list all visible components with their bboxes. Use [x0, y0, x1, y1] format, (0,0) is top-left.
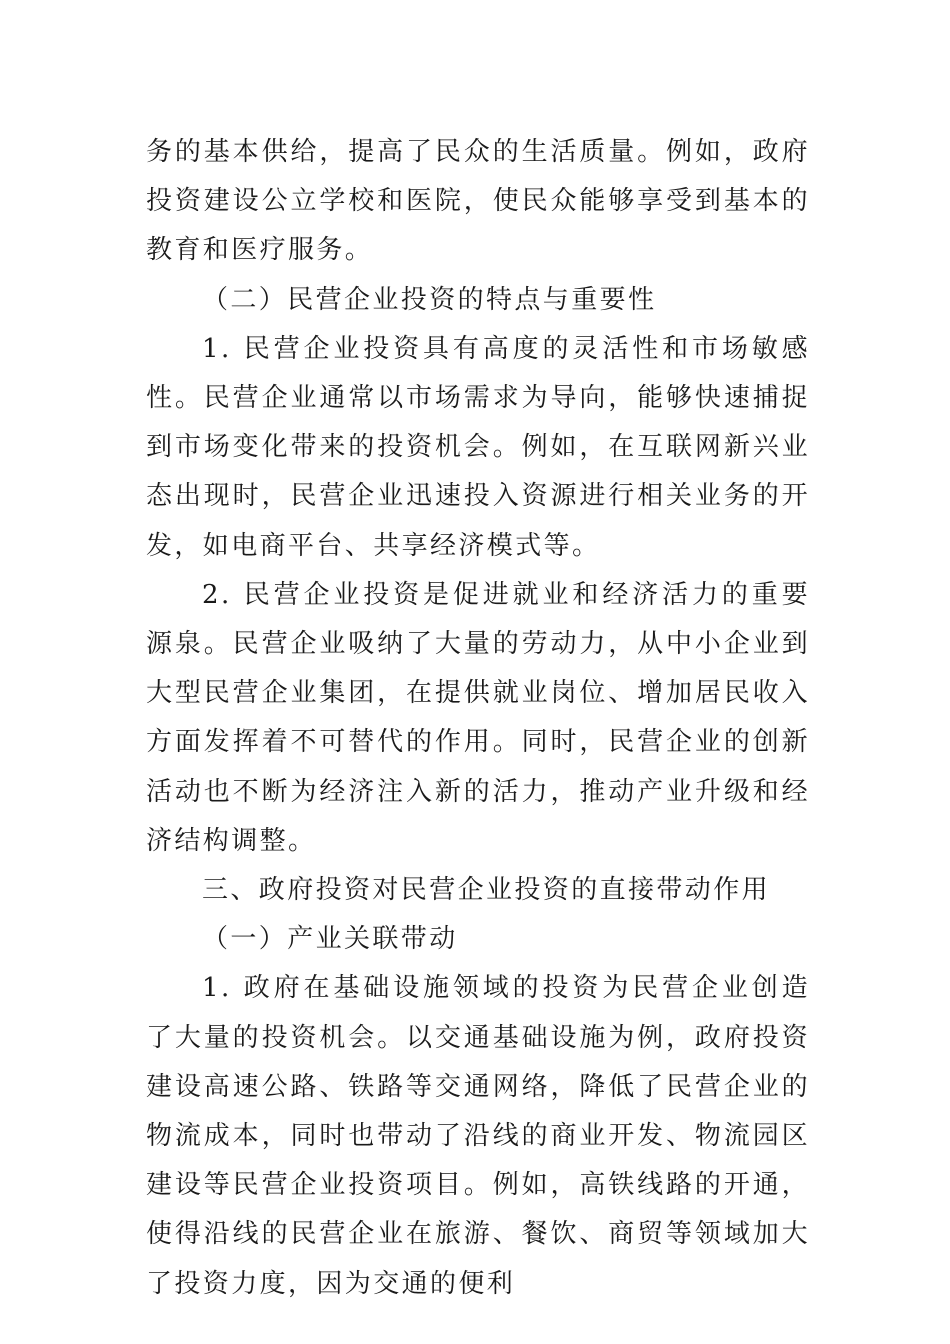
paragraph-public-services: 务的基本供给，提高了民众的生活质量。例如，政府投资建设公立学校和医院，使民众能够享受到基本的教育和医疗服务。 [146, 137, 810, 266]
chapter-heading-direct-effect: 三、政府投资对民营企业投资的直接带动作用 [202, 875, 771, 906]
section-heading-private-investment-features: （二）民营企业投资的特点与重要性 [202, 284, 657, 315]
paragraph-infrastructure: 1. 政府在基础设施领域的投资为民营企业创造了大量的投资机会。以交通基础设施为例，政府投资建设高速公路、铁路等交通网络，降低了民营企业的物流成本，同时也带动了沿线的商业开发、物流园区建设等民营企业投资项目。例如，高铁线路的开通，使得沿线的民营企业在旅游、餐饮、商贸等领域加大了投资力度，因为交通的便利 [146, 973, 810, 1299]
section-heading-industry-linkage: （一）产业关联带动 [202, 924, 458, 955]
document-body [146, 128, 810, 1309]
paragraph-flexibility: 1. 民营企业投资具有高度的灵活性和市场敏感性。民营企业通常以市场需求为导向，能够快速捕捉到市场变化带来的投资机会。例如，在互联网新兴业态出现时，民营企业迅速投入资源进行相关业务的开发，如电商平台、共享经济模式等。 [146, 333, 810, 561]
paragraph-employment: 2. 民营企业投资是促进就业和经济活力的重要源泉。民营企业吸纳了大量的劳动力，从中小企业到大型民营企业集团，在提供就业岗位、增加居民收入方面发挥着不可替代的作用。同时，民营企业的创新活动也不断为经济注入新的活力，推动产业升级和经济结构调整。 [146, 579, 810, 856]
